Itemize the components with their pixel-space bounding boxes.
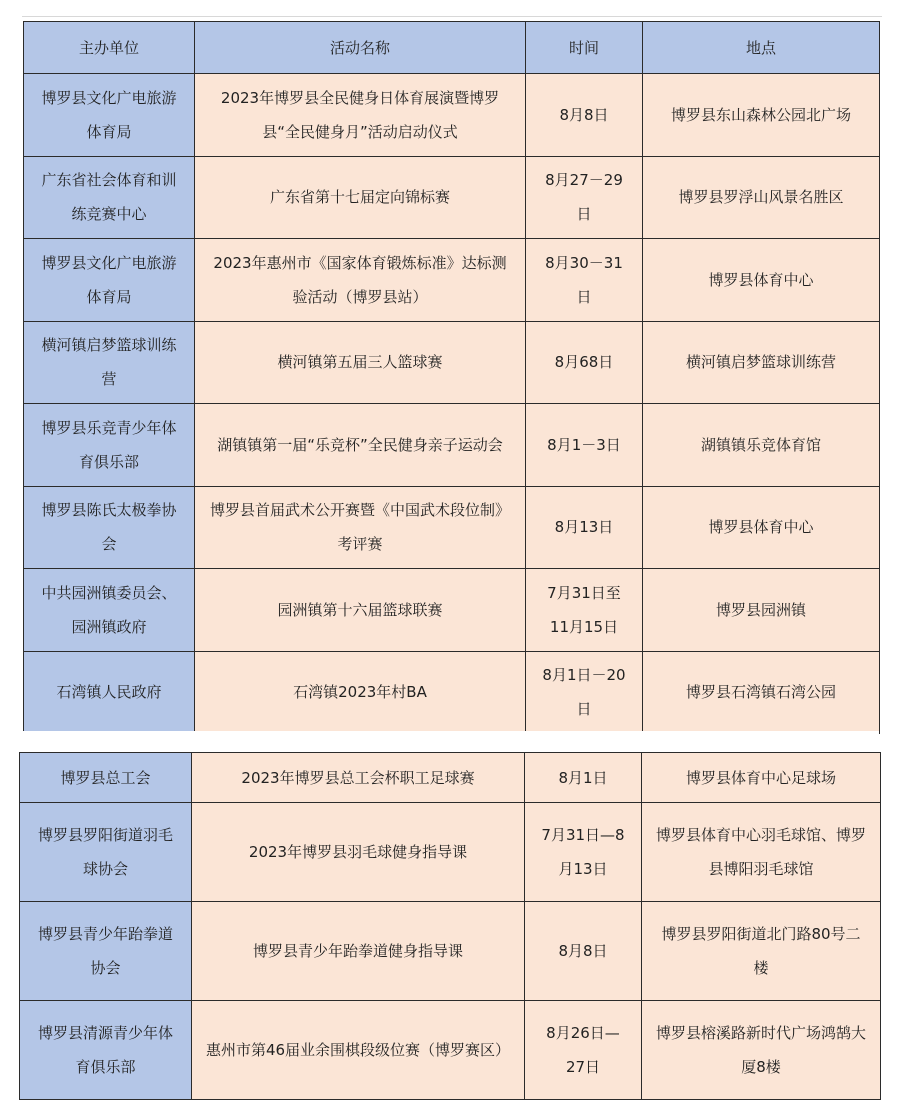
- organizer-cell: 博罗县陈氏太极拳协会: [24, 486, 195, 569]
- table-row: [24, 651, 880, 734]
- table-row: [24, 404, 880, 487]
- time-cell: 8月68日: [526, 321, 643, 404]
- table-row: [24, 239, 880, 322]
- place-cell: 博罗县石湾镇石湾公园: [643, 651, 880, 734]
- table-row: [24, 74, 880, 157]
- activity-cell: 横河镇第五届三人篮球赛: [195, 321, 526, 404]
- time-cell: 8月27－29日: [526, 156, 643, 239]
- activity-cell: 湖镇镇第一届“乐竞杯”全民健身亲子运动会: [195, 404, 526, 487]
- activity-cell: 博罗县青少年跆拳道健身指导课: [192, 902, 525, 1001]
- activity-cell: 广东省第十七届定向锦标赛: [195, 156, 526, 239]
- time-cell: 8月26日—27日: [525, 1001, 642, 1100]
- events-table-part1: [23, 21, 880, 734]
- place-cell: 博罗县罗浮山风景名胜区: [643, 156, 880, 239]
- activity-cell: 2023年博罗县羽毛球健身指导课: [192, 803, 525, 902]
- activity-cell: 园洲镇第十六届篮球联赛: [195, 569, 526, 652]
- place-cell: 博罗县体育中心: [643, 486, 880, 569]
- organizer-cell: 博罗县清源青少年体育俱乐部: [20, 1001, 192, 1100]
- table-row: [24, 569, 880, 652]
- place-cell: 博罗县体育中心羽毛球馆、博罗县博阳羽毛球馆: [642, 803, 881, 902]
- time-cell: 7月31日至11月15日: [526, 569, 643, 652]
- activity-cell: 石湾镇2023年村BA: [195, 651, 526, 734]
- header-activity: 活动名称: [195, 22, 526, 74]
- place-cell: 博罗县东山森林公园北广场: [643, 74, 880, 157]
- organizer-cell: 中共园洲镇委员会、园洲镇政府: [24, 569, 195, 652]
- activity-cell: 惠州市第46届业余围棋段级位赛（博罗赛区）: [192, 1001, 525, 1100]
- organizer-cell: 博罗县总工会: [20, 753, 192, 803]
- time-cell: 8月8日: [526, 74, 643, 157]
- table-row: [24, 156, 880, 239]
- place-cell: 博罗县园洲镇: [643, 569, 880, 652]
- organizer-cell: 博罗县乐竞青少年体育俱乐部: [24, 404, 195, 487]
- place-cell: 博罗县体育中心足球场: [642, 753, 881, 803]
- activity-cell: 2023年博罗县全民健身日体育展演暨博罗县“全民健身月”活动启动仪式: [195, 74, 526, 157]
- table-row: [20, 1001, 881, 1100]
- organizer-cell: 博罗县青少年跆拳道协会: [20, 902, 192, 1001]
- organizer-cell: 博罗县文化广电旅游体育局: [24, 74, 195, 157]
- time-cell: 7月31日—8月13日: [525, 803, 642, 902]
- page-break-gap: [23, 731, 879, 735]
- top-divider: [22, 16, 882, 17]
- header-row: [24, 22, 880, 74]
- table-row: [24, 486, 880, 569]
- organizer-cell: 博罗县罗阳街道羽毛球协会: [20, 803, 192, 902]
- table-row: [20, 803, 881, 902]
- place-cell: 横河镇启梦篮球训练营: [643, 321, 880, 404]
- time-cell: 8月1日: [525, 753, 642, 803]
- activity-cell: 2023年博罗县总工会杯职工足球赛: [192, 753, 525, 803]
- header-organizer: 主办单位: [24, 22, 195, 74]
- organizer-cell: 横河镇启梦篮球训练营: [24, 321, 195, 404]
- header-time: 时间: [526, 22, 643, 74]
- place-cell: 湖镇镇乐竞体育馆: [643, 404, 880, 487]
- place-cell: 博罗县罗阳街道北门路80号二楼: [642, 902, 881, 1001]
- header-place: 地点: [643, 22, 880, 74]
- place-cell: 博罗县体育中心: [643, 239, 880, 322]
- organizer-cell: 石湾镇人民政府: [24, 651, 195, 734]
- time-cell: 8月13日: [526, 486, 643, 569]
- activity-cell: 博罗县首届武术公开赛暨《中国武术段位制》考评赛: [195, 486, 526, 569]
- place-cell: 博罗县榕溪路新时代广场鸿鹄大厦8楼: [642, 1001, 881, 1100]
- table-row: [20, 902, 881, 1001]
- time-cell: 8月8日: [525, 902, 642, 1001]
- table-row: [20, 753, 881, 803]
- time-cell: 8月30－31日: [526, 239, 643, 322]
- time-cell: 8月1－3日: [526, 404, 643, 487]
- activity-cell: 2023年惠州市《国家体育锻炼标准》达标测验活动（博罗县站）: [195, 239, 526, 322]
- organizer-cell: 博罗县文化广电旅游体育局: [24, 239, 195, 322]
- time-cell: 8月1日－20日: [526, 651, 643, 734]
- events-table-part2: [19, 752, 881, 1100]
- organizer-cell: 广东省社会体育和训练竞赛中心: [24, 156, 195, 239]
- table-row: [24, 321, 880, 404]
